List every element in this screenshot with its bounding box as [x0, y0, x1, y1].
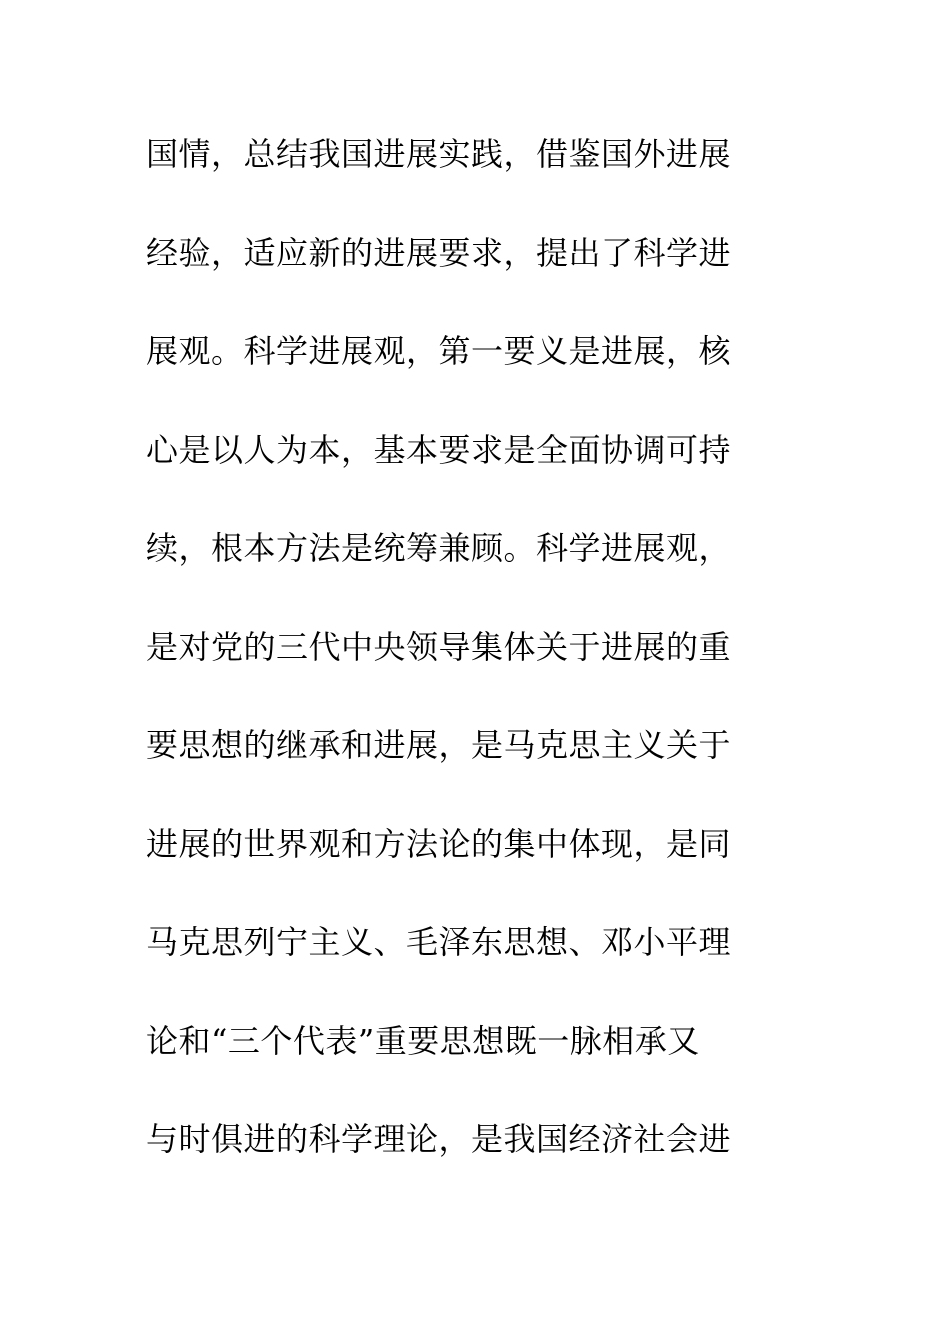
text-line: 要思想的继承和进展，是马克思主义关于: [146, 726, 732, 764]
text-line: 与时俱进的科学理论，是我国经济社会进: [146, 1120, 732, 1158]
body-text: [146, 126, 786, 1210]
text-line: 马克思列宁主义、毛泽东思想、邓小平理: [146, 923, 732, 961]
text-line: 是对党的三代中央领导集体关于进展的重: [146, 627, 732, 666]
text-line: 续，根本方法是统筹兼顾。科学进展观，: [146, 529, 732, 567]
text-line: 论和“三个代表”重要思想既一脉相承又: [146, 1021, 700, 1060]
text-line: 进展的世界观和方法论的集中体现，是同: [146, 824, 732, 863]
text-line: 心是以人为本，基本要求是全面协调可持: [146, 430, 732, 469]
text-line: 展观。科学进展观，第一要义是进展，核: [146, 332, 732, 370]
text-line: 经验，适应新的进展要求，提出了科学进: [146, 233, 732, 272]
text-line: 国情，总结我国进展实践，借鉴国外进展: [146, 135, 732, 173]
